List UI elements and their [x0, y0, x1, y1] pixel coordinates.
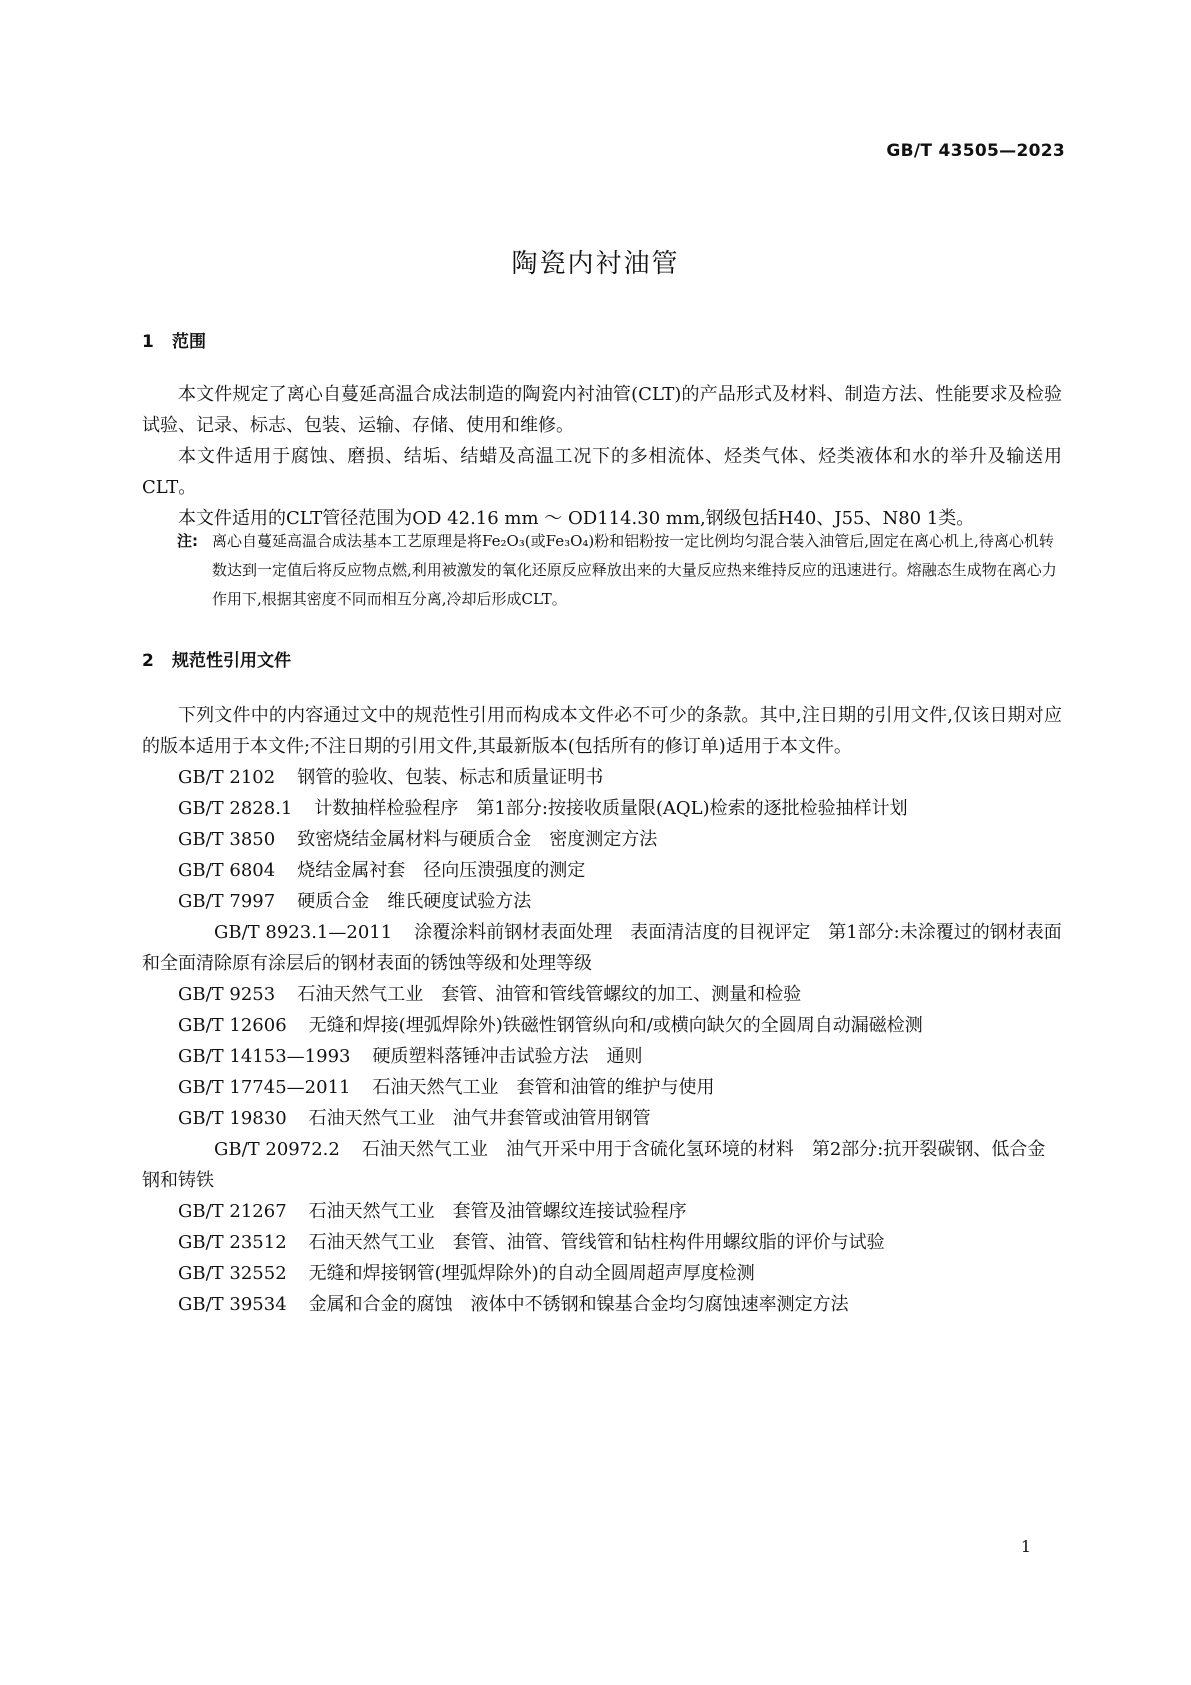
section-1-title: 范围 — [172, 332, 206, 352]
reference-item — [142, 1010, 1062, 1041]
reference-item — [142, 979, 1062, 1010]
note-label: 注: — [177, 532, 198, 550]
section-2-number: 2 — [142, 651, 154, 671]
reference-code: GB/T 21267 — [178, 1201, 287, 1222]
section-1-heading — [142, 327, 206, 352]
reference-item — [142, 855, 1062, 886]
reference-item — [142, 1258, 1062, 1289]
section-2-heading — [142, 646, 291, 671]
reference-title: 硬质塑料落锤冲击试验方法 通则 — [372, 1046, 643, 1067]
reference-item — [142, 886, 1062, 917]
reference-title: 硬质合金 维氏硬度试验方法 — [297, 891, 532, 912]
standard-number: GB/T 43505—2023 — [886, 141, 1065, 161]
reference-code: GB/T 32552 — [178, 1263, 287, 1284]
reference-code: GB/T 17745—2011 — [178, 1077, 351, 1098]
section-2-intro: 下列文件中的内容通过文中的规范性引用而构成本文件必不可少的条款。其中,注日期的引用文件,仅该日期对应的版本适用于本文件;不注日期的引用文件,其最新版本(包括所有的修订单)适用于本文件。 — [142, 705, 1062, 757]
reference-code: GB/T 39534 — [178, 1294, 287, 1315]
reference-code: GB/T 2828.1 — [178, 798, 293, 819]
page-number: 1 — [1020, 1537, 1031, 1556]
section-1-body — [142, 379, 1062, 534]
reference-title: 无缝和焊接钢管(埋弧焊除外)的自动全圆周超声厚度检测 — [308, 1263, 755, 1284]
reference-title: 无缝和焊接(埋弧焊除外)铁磁性钢管纵向和/或横向缺欠的全圆周自动漏磁检测 — [308, 1015, 923, 1036]
section-1-number: 1 — [142, 332, 154, 352]
reference-code: GB/T 2102 — [178, 767, 276, 788]
section-2-title: 规范性引用文件 — [172, 651, 291, 671]
reference-item — [142, 1289, 1062, 1320]
document-title: 陶瓷内衬油管 — [511, 249, 680, 279]
reference-code: GB/T 6804 — [178, 860, 276, 881]
reference-code: GB/T 20972.2 — [214, 1139, 340, 1160]
reference-title: 石油天然气工业 油气开采中用于含硫化氢环境的材料 第2部分:抗开裂碳钢、低合金钢和铸铁 — [142, 1139, 1046, 1191]
reference-code: GB/T 14153—1993 — [178, 1046, 351, 1067]
reference-title: 石油天然气工业 套管及油管螺纹连接试验程序 — [308, 1201, 687, 1222]
reference-code: GB/T 19830 — [178, 1108, 287, 1129]
reference-title: 烧结金属衬套 径向压溃强度的测定 — [297, 860, 586, 881]
reference-title: 计数抽样检验程序 第1部分:按接收质量限(AQL)检索的逐批检验抽样计划 — [314, 798, 908, 819]
section-1-paragraph: 本文件适用的CLT管径范围为OD 42.16 mm ～ OD114.30 mm,钢级包括H40、J55、N80 1类。 — [178, 508, 975, 529]
reference-item — [142, 762, 1062, 793]
reference-item — [142, 1103, 1062, 1134]
reference-title: 石油天然气工业 套管、油管、管线管和钻柱构件用螺纹脂的评价与试验 — [308, 1232, 885, 1253]
reference-code: GB/T 3850 — [178, 829, 276, 850]
reference-item — [142, 1134, 1062, 1196]
reference-item — [142, 1072, 1062, 1103]
reference-title: 致密烧结金属材料与硬质合金 密度测定方法 — [297, 829, 658, 850]
reference-code: GB/T 7997 — [178, 891, 276, 912]
reference-title: 涂覆涂料前钢材表面处理 表面清洁度的目视评定 第1部分:未涂覆过的钢材表面和全面清除原有涂层后的钢材表面的锈蚀等级和处理等级 — [142, 922, 1062, 974]
reference-code: GB/T 8923.1—2011 — [214, 922, 393, 943]
reference-code: GB/T 23512 — [178, 1232, 287, 1253]
reference-title: 金属和合金的腐蚀 液体中不锈钢和镍基合金均匀腐蚀速率测定方法 — [308, 1294, 849, 1315]
section-1-note — [177, 527, 1062, 614]
section-1-paragraph: 本文件规定了离心自蔓延高温合成法制造的陶瓷内衬油管(CLT)的产品形式及材料、制造方法、性能要求及检验试验、记录、标志、包装、运输、存储、使用和维修。 — [142, 384, 1062, 436]
reference-code: GB/T 12606 — [178, 1015, 287, 1036]
reference-title: 钢管的验收、包装、标志和质量证明书 — [297, 767, 604, 788]
reference-code: GB/T 9253 — [178, 984, 276, 1005]
reference-item — [142, 1196, 1062, 1227]
section-1-paragraph: 本文件适用于腐蚀、磨损、结垢、结蜡及高温工况下的多相流体、烃类气体、烃类液体和水的举升及输送用CLT。 — [142, 446, 1062, 498]
reference-title: 石油天然气工业 油气井套管或油管用钢管 — [308, 1108, 651, 1129]
reference-item — [142, 824, 1062, 855]
reference-title: 石油天然气工业 套管、油管和管线管螺纹的加工、测量和检验 — [297, 984, 802, 1005]
note-text: 离心自蔓延高温合成法基本工艺原理是将Fe₂O₃(或Fe₃O₄)粉和铝粉按一定比例均匀混合装入油管后,固定在离心机上,待离心机转数达到一定值后将反应物点燃,利用被激发的氧化还原反应释放出来的大量反应热来维持反应的迅速进行。熔融态生成物在离心力作用下,根据其密度不同而相互分离,冷却后形成CLT。 — [212, 532, 1057, 608]
reference-title: 石油天然气工业 套管和油管的维护与使用 — [372, 1077, 715, 1098]
reference-item — [142, 1041, 1062, 1072]
reference-item — [142, 1227, 1062, 1258]
section-2-body — [142, 700, 1062, 1320]
reference-item — [142, 793, 1062, 824]
reference-item — [142, 917, 1062, 979]
